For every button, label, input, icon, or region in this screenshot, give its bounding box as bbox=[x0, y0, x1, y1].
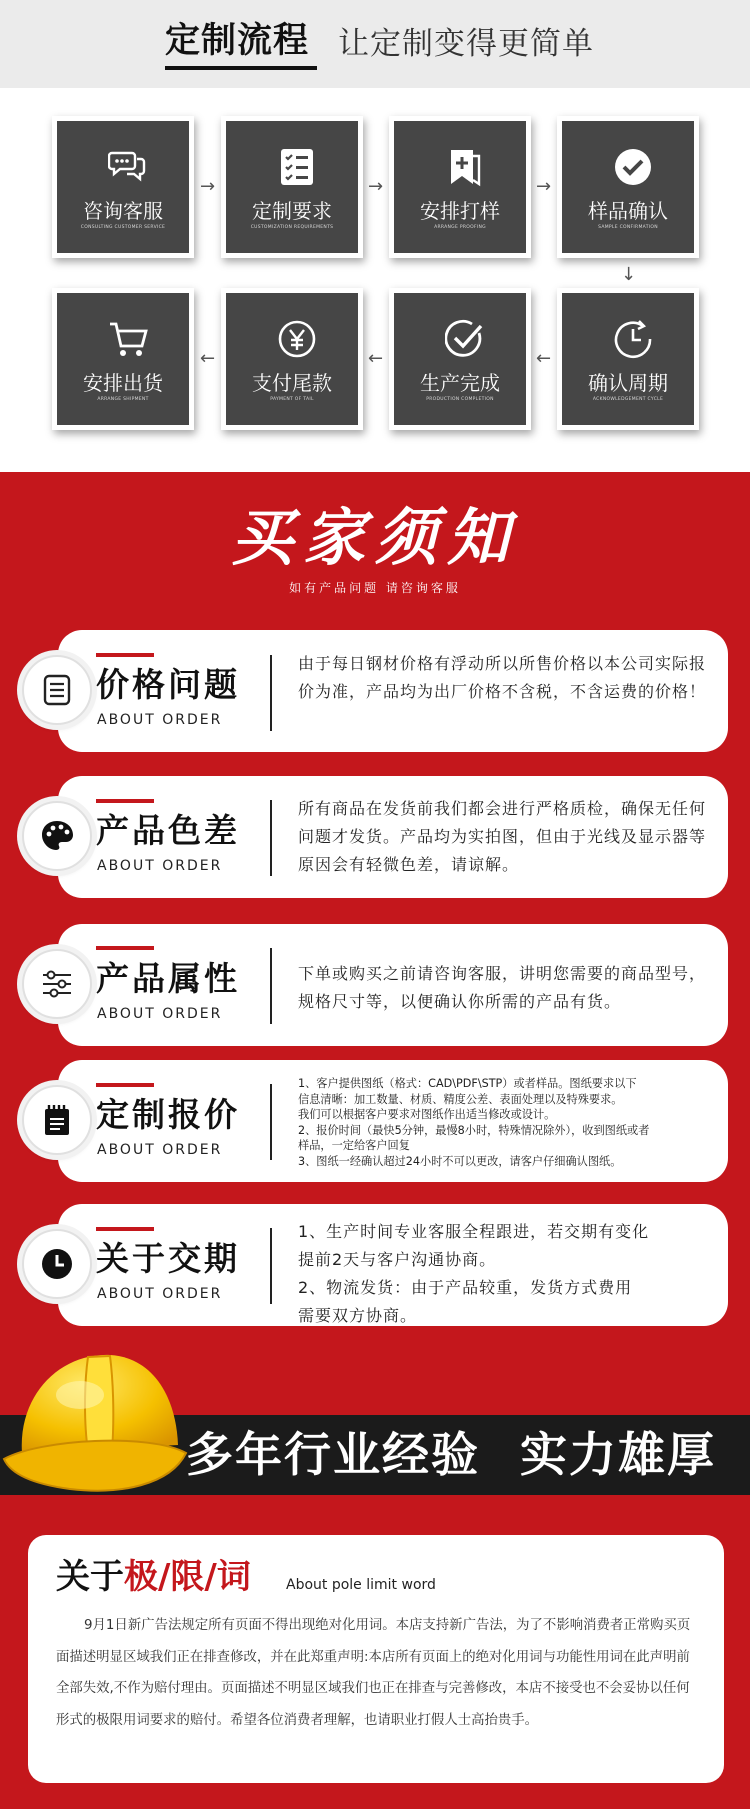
step-label: 生产完成 bbox=[420, 371, 500, 395]
flow-arrow: ← bbox=[536, 348, 552, 369]
slogan-left: 多年行业经验 bbox=[186, 1428, 480, 1483]
card-icon-circle bbox=[22, 1229, 92, 1299]
notepad-icon bbox=[40, 1103, 74, 1137]
flow-arrow: → bbox=[200, 176, 216, 197]
card-accent-bar bbox=[96, 946, 154, 950]
flow-arrow: ← bbox=[368, 348, 384, 369]
step-label: 确认周期 bbox=[588, 371, 668, 395]
card-subtitle: ABOUT ORDER bbox=[97, 1142, 223, 1158]
step-production bbox=[389, 288, 531, 430]
step-en: CUSTOMIZATION REQUIREMENTS bbox=[250, 225, 334, 230]
card-icon-circle bbox=[22, 655, 92, 725]
step-requirements bbox=[221, 116, 363, 258]
card-divider bbox=[270, 800, 272, 876]
card-body-line: 需要双方协商。 bbox=[298, 1306, 418, 1325]
step-label: 咨询客服 bbox=[83, 199, 163, 223]
step-label: 定制要求 bbox=[252, 199, 332, 223]
limit-word-title bbox=[56, 1555, 251, 1599]
clock-icon bbox=[40, 1247, 74, 1281]
card-body-line: 3、图纸一经确认超过24小时不可以更改，请客户仔细确认图纸。 bbox=[298, 1154, 622, 1168]
limit-word-title-en: About pole limit word bbox=[286, 1577, 436, 1593]
card-divider bbox=[270, 948, 272, 1024]
card-title: 关于交期 bbox=[96, 1239, 240, 1278]
flow-arrow: → bbox=[536, 176, 552, 197]
card-body: 由于每日钢材价格有浮动所以所售价格以本公司实际报价为准，产品均为出厂价格不含税，不含运费的价格！ bbox=[298, 654, 707, 701]
card-title: 定制报价 bbox=[96, 1095, 240, 1134]
check-circle-icon bbox=[613, 147, 653, 187]
step-sample-confirm bbox=[557, 116, 699, 258]
card-icon-circle bbox=[22, 1085, 92, 1155]
card-body: 所有商品在发货前我们都会进行严格质检，确保无任何问题才发货。产品均为实拍图，但由于光线及显示器等原因会有轻微色差，请谅解。 bbox=[298, 799, 707, 874]
step-label: 样品确认 bbox=[588, 199, 668, 223]
slogan-right: 实力雄厚 bbox=[520, 1428, 716, 1483]
process-title: 定制流程 bbox=[165, 21, 310, 61]
step-en: SAMPLE CONFIRMATION bbox=[598, 225, 658, 230]
card-accent-bar bbox=[96, 799, 154, 803]
experience-slogan bbox=[186, 1418, 746, 1494]
card-subtitle: ABOUT ORDER bbox=[97, 1006, 223, 1022]
step-en: ARRANGE SHIPMENT bbox=[97, 397, 149, 402]
card-icon-circle bbox=[22, 949, 92, 1019]
checkmark-circle-icon bbox=[445, 319, 485, 359]
card-body-line: 信息清晰：加工数量、材质、精度公差、表面处理以及特殊要求。 bbox=[298, 1092, 623, 1106]
card-subtitle: ABOUT ORDER bbox=[97, 858, 223, 874]
card-icon-circle bbox=[22, 801, 92, 871]
process-title-underline bbox=[165, 66, 317, 70]
card-accent-bar bbox=[96, 1227, 154, 1231]
notice-subtitle: 如有产品问题 请咨询客服 bbox=[289, 581, 461, 595]
step-en: PRODUCTION COMPLETION bbox=[426, 397, 494, 402]
clock-icon bbox=[613, 319, 653, 359]
limit-word-body: 9月1日新广告法规定所有页面不得出现绝对化用词。本店支持新广告法，为了不影响消费者正常购买页面描述明显区域我们正在排查修改，并在此郑重声明:本店所有页面上的绝对化用词与功能性用词在此声明前全部失效,不作为赔付理由。页面描述不明显区域我们也正在排查与完善修改，本店不接受也不会妥协以任何形式的极限用词要求的赔付。希望各位消费者理解，也请职业打假人士高抬贵手。 bbox=[56, 1618, 691, 1728]
bookmark-plus-icon bbox=[445, 147, 485, 187]
palette-icon bbox=[40, 819, 74, 853]
card-body-line: 样品，一定给客户回复 bbox=[298, 1139, 410, 1153]
hard-hat-icon bbox=[0, 1335, 190, 1505]
card-divider bbox=[270, 655, 272, 731]
card-divider bbox=[270, 1084, 272, 1160]
card-accent-bar bbox=[96, 653, 154, 657]
step-consult bbox=[52, 116, 194, 258]
process-subtitle: 让定制变得更简单 bbox=[338, 26, 594, 62]
step-en: ARRANGE PROOFING bbox=[434, 225, 486, 230]
step-label: 支付尾款 bbox=[252, 371, 332, 395]
card-body-line: 1、生产时间专业客服全程跟进，若交期有变化 bbox=[298, 1222, 650, 1241]
notice-title: 买家须知 bbox=[230, 501, 519, 574]
step-cycle bbox=[557, 288, 699, 430]
step-payment bbox=[221, 288, 363, 430]
card-body: 下单或购买之前请咨询客服，讲明您需要的商品型号，规格尺寸等，以便确认你所需的产品有货。 bbox=[298, 964, 707, 1011]
card-body-line: 提前2天与客户沟通协商。 bbox=[298, 1250, 497, 1269]
step-en: PAYMENT OF TAIL bbox=[270, 397, 314, 402]
card-body-line: 2、报价时间（最快5分钟，最慢8小时，特殊情况除外），收到图纸或者 bbox=[298, 1123, 650, 1137]
step-shipment bbox=[52, 288, 194, 430]
card-accent-bar bbox=[96, 1083, 154, 1087]
card-subtitle: ABOUT ORDER bbox=[97, 712, 223, 728]
step-en: ACKNOWLEDGEMENT CYCLE bbox=[592, 397, 664, 402]
card-subtitle: ABOUT ORDER bbox=[97, 1286, 223, 1302]
checklist-icon bbox=[277, 147, 317, 187]
document-icon bbox=[40, 673, 74, 707]
card-divider bbox=[270, 1228, 272, 1304]
flow-arrow: ← bbox=[200, 348, 216, 369]
card-body-line: 我们可以根据客户要求对图纸作出适当修改或设计。 bbox=[298, 1108, 556, 1122]
limit-word-title-prefix: 关于 bbox=[56, 1557, 124, 1597]
card-title: 产品色差 bbox=[96, 811, 240, 850]
step-proofing bbox=[389, 116, 531, 258]
card-body-line: 2、物流发货：由于产品较重，发货方式费用 bbox=[298, 1278, 633, 1297]
chat-bubbles-icon bbox=[108, 147, 148, 187]
sliders-icon bbox=[40, 967, 74, 1001]
card-body bbox=[298, 1076, 710, 1170]
shopping-cart-icon bbox=[108, 319, 148, 359]
card-body-line: 1、客户提供图纸（格式：CAD\PDF\STP）或者样品。图纸要求以下 bbox=[298, 1077, 637, 1090]
flow-arrow: ↓ bbox=[621, 264, 637, 285]
card-title: 价格问题 bbox=[96, 665, 240, 704]
flow-arrow: → bbox=[368, 176, 384, 197]
step-label: 安排出货 bbox=[83, 371, 163, 395]
step-en: CONSULTING CUSTOMER SERVICE bbox=[80, 225, 166, 230]
yen-coin-icon bbox=[277, 319, 317, 359]
card-title: 产品属性 bbox=[96, 959, 240, 998]
step-label: 安排打样 bbox=[420, 199, 500, 223]
card-body bbox=[298, 1218, 710, 1330]
limit-word-title-highlight: 极/限/词 bbox=[124, 1557, 251, 1597]
